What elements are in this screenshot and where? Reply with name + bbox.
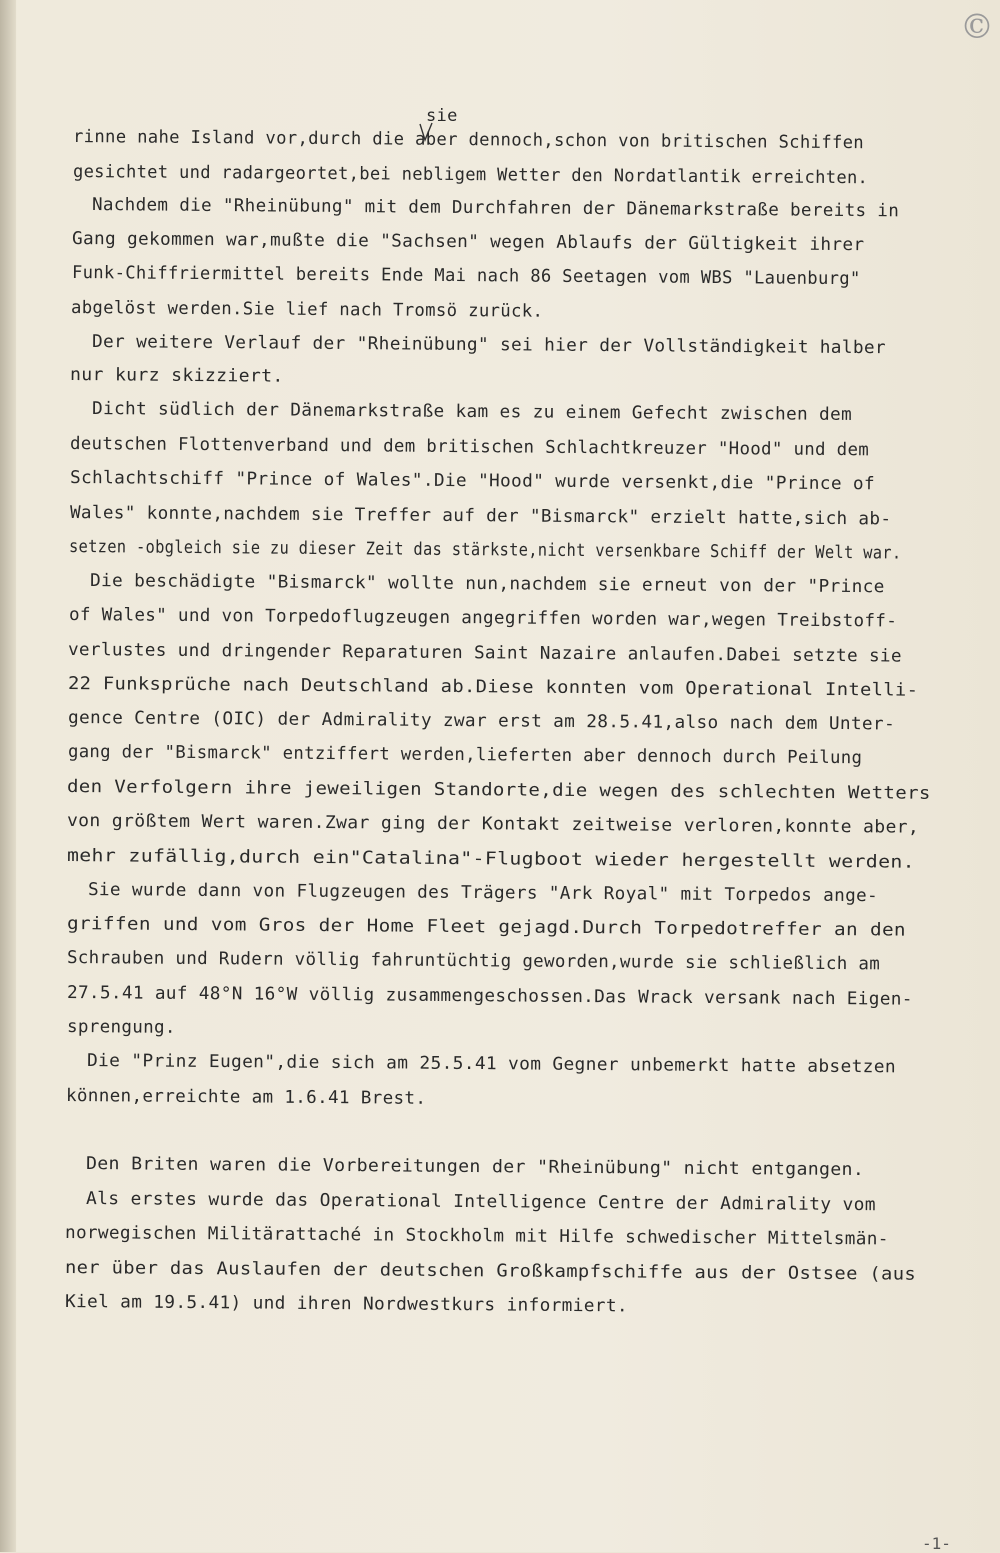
text-line: Nachdem die "Rheinübung" mit dem Durchfahren der Dänemarkstraße bereits in — [91, 195, 900, 222]
text-line: rinne nahe Island vor,durch die aber dennoch,schon von britischen Schiffen — [72, 127, 865, 154]
text-line: von größtem Wert waren.Zwar ging der Kontakt zeitweise verloren,konnte aber, — [66, 811, 920, 838]
text-line: Funk-Chiffriermittel bereits Ende Mai nach 86 Seetagen vom WBS "Lauenburg" — [71, 263, 861, 290]
text-line: griffen und vom Gros der Home Fleet gejagd.Durch Torpedotreffer an den — [66, 914, 907, 941]
text-line: gang der "Bismarck" entziffert werden,lieferten aber dennoch durch Peilung — [67, 742, 863, 769]
text-line: den Verfolgern ihre jeweiligen Standorte,die wegen des schlechten Wetters — [66, 777, 931, 804]
text-line: gence Centre (OIC) der Admirality zwar erst am 28.5.41,also nach dem Unter- — [67, 708, 896, 735]
text-line: nur kurz skizziert. — [69, 365, 284, 387]
text-line: Schrauben und Rudern völlig fahruntüchtig geworden,wurde sie schließlich am — [66, 948, 881, 975]
page-number: -1- — [922, 1534, 951, 1553]
text-line: Den Briten waren die Vorbereitungen der "Rheinübung" nicht entgangen. — [85, 1154, 865, 1181]
text-line: Kiel am 19.5.41) und ihren Nordwestkurs informiert. — [64, 1292, 629, 1317]
text-line: ner über das Auslaufen der deutschen Großkampfschiffe aus der Ostsee (aus — [64, 1258, 917, 1285]
text-line: setzen -obgleich sie zu dieser Zeit das stärkste,nicht versenkbare Schiff der Welt war. — [68, 537, 902, 564]
text-line: Der weitere Verlauf der "Rheinübung" sei hier der Vollständigkeit halber — [91, 332, 887, 359]
text-line: Als erstes wurde das Operational Intelligence Centre der Admirality vom — [85, 1189, 876, 1216]
text-line: Die beschädigte "Bismarck" wollte nun,nachdem sie erneut von der "Prince — [89, 571, 885, 598]
corner-mark: © — [960, 7, 994, 47]
text-line: 27.5.41 auf 48°N 16°W völlig zusammengeschossen.Das Wrack versank nach Eigen- — [66, 983, 913, 1010]
text-line: of Wales" und von Torpedoflugzeugen angegriffen worden war,wegen Treibstoff- — [68, 605, 898, 632]
text-line: mehr zufällig,durch ein"Catalina"-Flugboot wieder hergestellt werden. — [66, 846, 916, 873]
handwritten-insertion: sie — [426, 106, 458, 126]
text-line: sprengung. — [66, 1017, 176, 1038]
text-line: können,erreichte am 1.6.41 Brest. — [65, 1086, 427, 1109]
text-line: Wales" konnte,nachdem sie Treffer auf der "Bismarck" erzielt hatte,sich ab- — [69, 503, 892, 530]
text-line: Sie wurde dann von Flugzeugen des Trägers "Ark Royal" mit Torpedos ange- — [87, 880, 879, 907]
page-binding-edge — [0, 0, 16, 1552]
text-line: abgelöst werden.Sie lief nach Tromsö zurück. — [70, 298, 544, 322]
text-line: Die "Prinz Eugen",die sich am 25.5.41 vom Gegner unbemerkt hatte absetzen — [86, 1051, 897, 1078]
text-line: norwegischen Militärattaché in Stockholm mit Hilfe schwedischer Mittelsmän- — [64, 1223, 889, 1250]
text-line: 22 Funksprüche nach Deutschland ab.Diese konnten vom Operational Intelli- — [67, 674, 919, 701]
text-line: verlustes und dringender Reparaturen Saint Nazaire anlaufen.Dabei setzte sie — [67, 640, 902, 667]
text-line: gesichtet und radargeortet,bei nebligem Wetter den Nordatlantik erreichten. — [72, 162, 869, 189]
text-line: deutschen Flottenverband und dem britischen Schlachtkreuzer "Hood" und dem — [69, 434, 870, 461]
text-line: Gang gekommen war,mußte die "Sachsen" wegen Ablaufs der Gültigkeit ihrer — [71, 229, 865, 256]
text-line: Dicht südlich der Dänemarkstraße kam es zu einem Gefecht zwischen dem — [91, 399, 853, 425]
text-line: Schlachtschiff "Prince of Wales".Die "Hood" wurde versenkt,die "Prince of — [69, 468, 876, 495]
